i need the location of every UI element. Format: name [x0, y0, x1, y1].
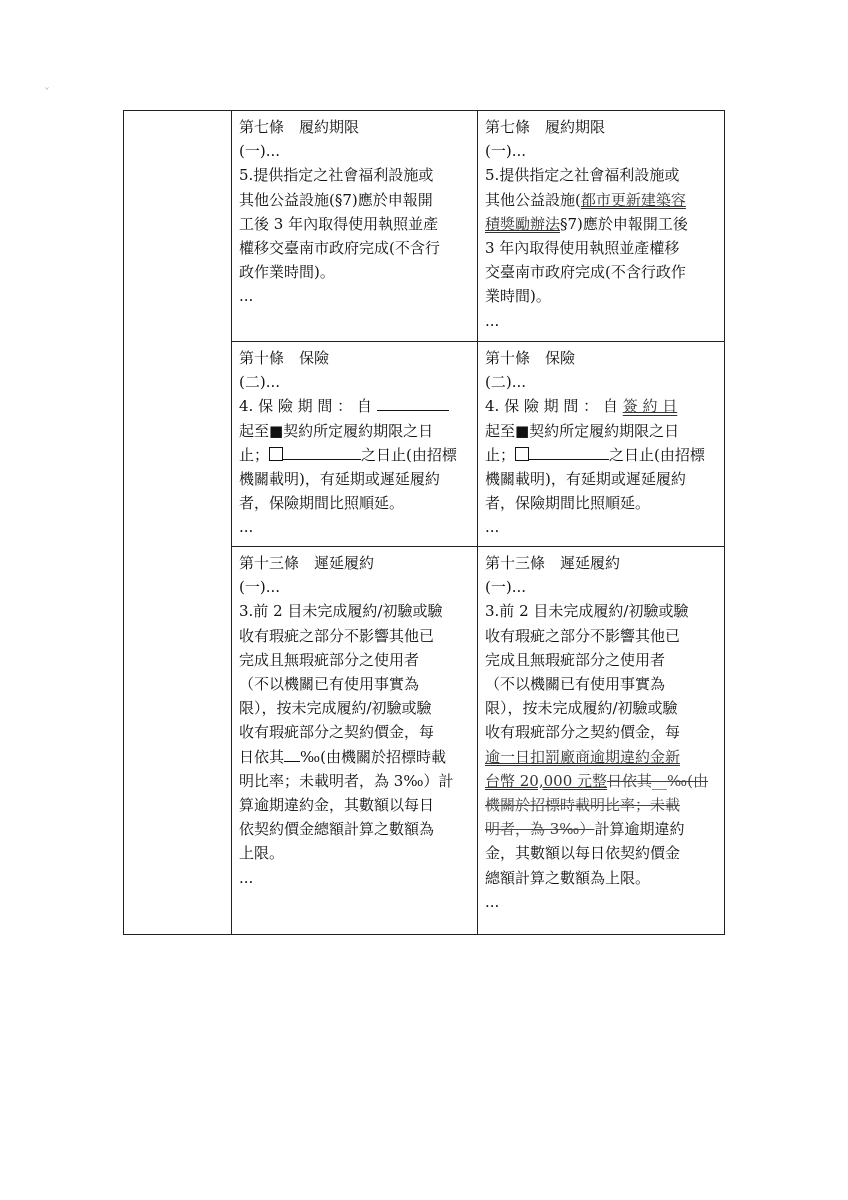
clause-text-line: 明比率；未載明者，為 3‰）計 [239, 771, 454, 790]
article-13-original-cell [232, 547, 478, 935]
deleted-text: 機關於招標時載明比率；未載 [485, 796, 681, 815]
clause-text-line [485, 212, 721, 236]
clause-text-line: 收有瑕疵部分之契約價金，每 [239, 723, 435, 742]
clause-text-line: 完成且無瑕疵部分之使用者 [239, 650, 420, 669]
clause-text-line [239, 394, 474, 418]
fill-in-blank [284, 748, 300, 762]
text-run: 日依其 [239, 747, 285, 766]
clause-text-line: 工後 3 年內取得使用執照並產 [239, 214, 439, 233]
clause-text-line [239, 745, 474, 769]
article-heading: 第十條 保險 [239, 349, 330, 367]
clause-text-line: 限），按未完成履約/初驗或驗 [239, 699, 432, 718]
clause-text-line: 者，保險期間比照順延。 [485, 494, 651, 513]
text-run: ‰(由機關於招標時載 [300, 747, 446, 766]
clause-text-line [485, 188, 721, 212]
ellipsis: ... [485, 518, 500, 537]
ellipsis: ... [485, 311, 500, 330]
clause-marker: (一)... [239, 578, 281, 597]
clause-text-line: 5.提供指定之社會福利設施或 [239, 166, 434, 185]
checkbox-icon [515, 447, 529, 461]
text-run: 止； [239, 445, 270, 464]
clause-marker: (一)... [239, 142, 281, 161]
clause-text-line: 交臺南市政府完成(不含行政作 [485, 263, 686, 282]
clause-text-line: 起至■契約所定履約期限之日 [239, 421, 434, 440]
fill-in-blank [529, 446, 609, 460]
clause-text-line: 5.提供指定之社會福利設施或 [485, 166, 680, 185]
deleted-text: 日依其__‰(由 [607, 771, 709, 790]
clause-text-line: 算逾期違約金，其數額以每日 [239, 796, 435, 815]
clause-text-line: （不以機關已有使用事實為 [239, 675, 420, 694]
clause-marker: (二)... [485, 373, 527, 392]
text-run: 止； [485, 445, 516, 464]
clause-text-line [485, 817, 721, 841]
article-7-original-cell [232, 111, 478, 342]
empty-left-column-cell [124, 111, 232, 935]
text-run: 4. 保 險 期 間 ： 自 [485, 397, 618, 416]
clause-text-line [239, 443, 474, 467]
clause-marker: (一)... [485, 578, 527, 597]
clause-text-line: 起至■契約所定履約期限之日 [485, 421, 680, 440]
clause-text-line: 業時間)。 [485, 287, 551, 306]
inserted-text: 簽 約 日 [622, 397, 678, 416]
article-heading: 第十三條 遲延履約 [485, 554, 621, 572]
clause-text-line [485, 769, 721, 793]
inserted-text: 逾一日扣罰廠商逾期違約金新 [485, 747, 681, 766]
clause-text-line: （不以機關已有使用事實為 [485, 675, 666, 694]
clause-text-line: 依契約價金總額計算之數額為 [239, 820, 435, 839]
checkbox-icon [269, 447, 283, 461]
clause-marker: (一)... [485, 142, 527, 161]
clause-text-line [485, 443, 721, 467]
clause-text-line: 政作業時間)。 [239, 263, 335, 282]
text-run: 其他公益設施( [485, 190, 581, 209]
text-run: 4. 保 險 期 間 ： 自 [239, 397, 372, 416]
clause-text-line: 3.前 2 目未完成履約/初驗或驗 [239, 602, 443, 621]
clause-text-line: 限），按未完成履約/初驗或驗 [485, 699, 678, 718]
ellipsis: ... [485, 892, 500, 911]
table-row [124, 111, 725, 342]
article-heading: 第七條 履約期限 [485, 118, 606, 136]
clause-text-line: 完成且無瑕疵部分之使用者 [485, 650, 666, 669]
clause-text-line: 者，保險期間比照順延。 [239, 494, 405, 513]
amendment-comparison-table [123, 110, 725, 935]
fill-in-blank [283, 446, 361, 460]
article-heading: 第十三條 遲延履約 [239, 554, 375, 572]
article-13-amended-cell [478, 547, 725, 935]
clause-text-line: 收有瑕疵之部分不影響其他已 [239, 626, 435, 645]
clause-text-line: 其他公益設施(§7)應於申報開 [239, 190, 433, 209]
clause-text-line: 金，其數額以每日依契約價金 [485, 844, 681, 863]
ellipsis: ... [239, 868, 254, 887]
deleted-text: 明者，為 3‰） [485, 820, 595, 839]
text-run: 之日止(由招標 [609, 445, 705, 464]
clause-text-line: 上限。 [239, 844, 285, 863]
clause-text-line: 收有瑕疵之部分不影響其他已 [485, 626, 681, 645]
clause-marker: (二)... [239, 373, 281, 392]
clause-text-line: 收有瑕疵部分之契約價金，每 [485, 723, 681, 742]
article-10-amended-cell [478, 342, 725, 547]
article-heading: 第十條 保險 [485, 349, 576, 367]
text-run: 計算逾期違約 [594, 820, 685, 839]
article-10-original-cell [232, 342, 478, 547]
clause-text-line: 3.前 2 目未完成履約/初驗或驗 [485, 602, 689, 621]
inserted-text: 都市更新建築容 [580, 190, 686, 209]
inserted-text: 台幣 20,000 元整 [485, 771, 608, 790]
clause-text-line: 權移交臺南市政府完成(不含行 [239, 239, 440, 258]
fill-in-blank [377, 397, 449, 411]
text-run: 之日止(由招標 [361, 445, 457, 464]
article-heading: 第七條 履約期限 [239, 118, 360, 136]
inserted-text: 積獎勵辦法 [485, 214, 561, 233]
clause-text-line: 機關載明)，有延期或遲延履約 [485, 470, 686, 489]
article-7-amended-cell [478, 111, 725, 342]
scan-speck: ˇ [44, 86, 50, 100]
clause-text-line: 機關載明)，有延期或遲延履約 [239, 470, 440, 489]
clause-text-line [485, 394, 721, 418]
ellipsis: ... [239, 518, 254, 537]
clause-text-line: 3 年內取得使用執照並產權移 [485, 239, 680, 258]
clause-text-line: 總額計算之數額為上限。 [485, 868, 651, 887]
text-run: §7)應於申報開工後 [560, 214, 688, 233]
ellipsis: ... [239, 287, 254, 306]
